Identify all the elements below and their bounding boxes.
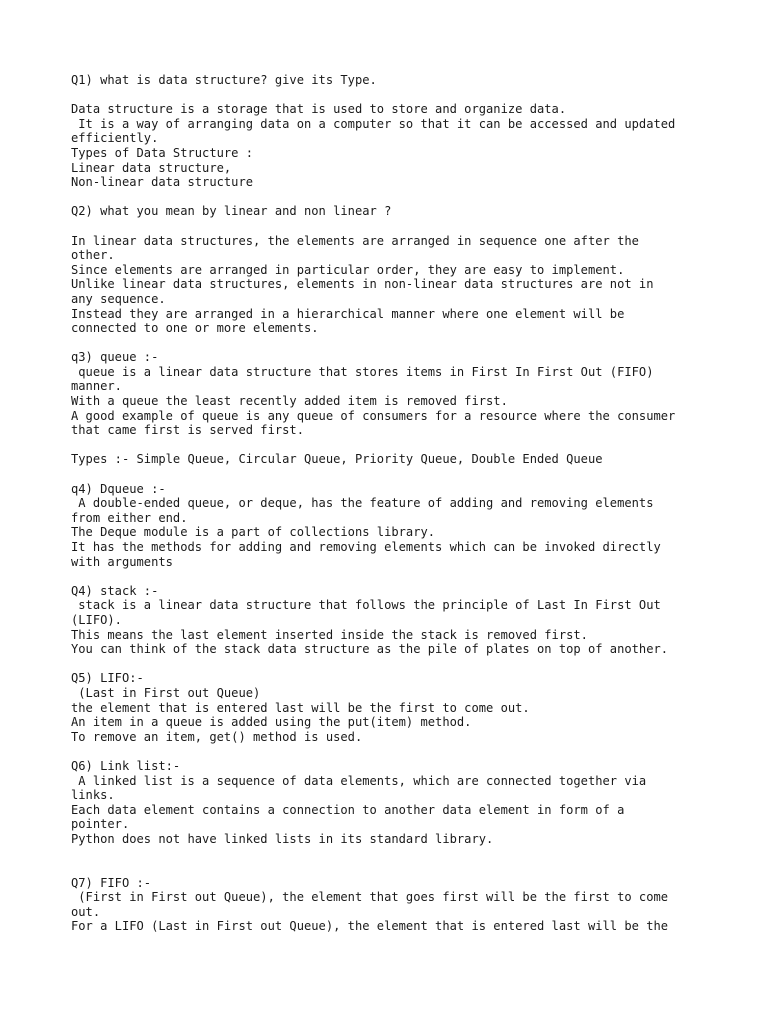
text-line: (First in First out Queue), the element that goes first will be the first to come bbox=[71, 890, 669, 905]
text-line: q3) queue :- bbox=[71, 350, 159, 365]
blank-line bbox=[71, 438, 711, 453]
text-line: The Deque module is a part of collections library. bbox=[71, 525, 436, 540]
text-line: A good example of queue is any queue of consumers for a resource where the consumer bbox=[71, 408, 676, 423]
text-line: Each data element contains a connection to another data element in form of a bbox=[71, 802, 625, 817]
text-line: Non-linear data structure bbox=[71, 175, 254, 190]
document-body bbox=[71, 73, 711, 934]
text-line: that came first is served first. bbox=[71, 423, 304, 438]
text-line: from either end. bbox=[71, 510, 188, 525]
text-line: Q1) what is data structure? give its Type. bbox=[71, 73, 377, 87]
text-line: links. bbox=[71, 788, 115, 803]
blank-line bbox=[71, 657, 711, 672]
blank-line bbox=[71, 569, 711, 584]
text-line: with arguments bbox=[71, 554, 173, 569]
text-line: (LIFO). bbox=[71, 612, 122, 627]
text-line: the element that is entered last will be the first to come out. bbox=[71, 700, 530, 715]
text-line: any sequence. bbox=[71, 291, 166, 306]
blank-line bbox=[71, 861, 711, 876]
text-line: Q6) Link list:- bbox=[71, 758, 181, 773]
text-line: Unlike linear data structures, elements in non-linear data structures are not in bbox=[71, 277, 654, 292]
text-line: queue is a linear data structure that stores items in First In First Out (FIFO) bbox=[71, 364, 654, 379]
text-line: It has the methods for adding and removing elements which can be invoked directly bbox=[71, 540, 661, 554]
text-line: connected to one or more elements. bbox=[71, 321, 319, 336]
text-line: efficiently. bbox=[71, 131, 159, 146]
text-line: Types :- Simple Queue, Circular Queue, Priority Queue, Double Ended Queue bbox=[71, 452, 603, 467]
text-line: manner. bbox=[71, 379, 122, 394]
text-line: An item in a queue is added using the put(item) method. bbox=[71, 715, 472, 730]
text-line: Q2) what you mean by linear and non linear ? bbox=[71, 204, 392, 219]
text-line: q4) Dqueue :- bbox=[71, 481, 166, 496]
text-line: In linear data structures, the elements are arranged in sequence one after the bbox=[71, 233, 639, 248]
blank-line bbox=[71, 744, 711, 759]
text-line: Instead they are arranged in a hierarchical manner where one element will be bbox=[71, 306, 625, 321]
text-line: Since elements are arranged in particular order, they are easy to implement. bbox=[71, 262, 625, 277]
text-line: Q4) stack :- bbox=[71, 583, 159, 598]
text-line: Data structure is a storage that is used to store and organize data. bbox=[71, 102, 567, 117]
text-line: You can think of the stack data structure as the pile of plates on top of another. bbox=[71, 642, 669, 657]
blank-line bbox=[71, 467, 711, 482]
text-line: stack is a linear data structure that follows the principle of Last In First Out bbox=[71, 598, 661, 613]
text-line: other. bbox=[71, 248, 115, 263]
text-line: With a queue the least recently added item is removed first. bbox=[71, 394, 508, 409]
text-line: This means the last element inserted inside the stack is removed first. bbox=[71, 627, 588, 642]
text-line: To remove an item, get() method is used. bbox=[71, 729, 363, 744]
text-line: Q7) FIFO :- bbox=[71, 875, 152, 890]
blank-line bbox=[71, 846, 711, 861]
blank-line bbox=[71, 88, 711, 103]
text-line: Types of Data Structure : bbox=[71, 145, 254, 160]
text-line: Linear data structure, bbox=[71, 160, 232, 175]
blank-line bbox=[71, 190, 711, 205]
text-line: A linked list is a sequence of data elements, which are connected together via bbox=[71, 773, 647, 788]
blank-line bbox=[71, 219, 711, 234]
text-line: (Last in First out Queue) bbox=[71, 685, 261, 700]
text-line: out. bbox=[71, 904, 101, 919]
text-line: Q5) LIFO:- bbox=[71, 671, 144, 686]
text-line: pointer. bbox=[71, 817, 130, 832]
text-line: For a LIFO (Last in First out Queue), the element that is entered last will be the bbox=[71, 919, 669, 934]
text-line: Python does not have linked lists in its standard library. bbox=[71, 831, 494, 846]
text-line: A double-ended queue, or deque, has the feature of adding and removing elements bbox=[71, 496, 654, 511]
blank-line bbox=[71, 336, 711, 351]
text-line: It is a way of arranging data on a computer so that it can be accessed and updated bbox=[71, 116, 676, 131]
